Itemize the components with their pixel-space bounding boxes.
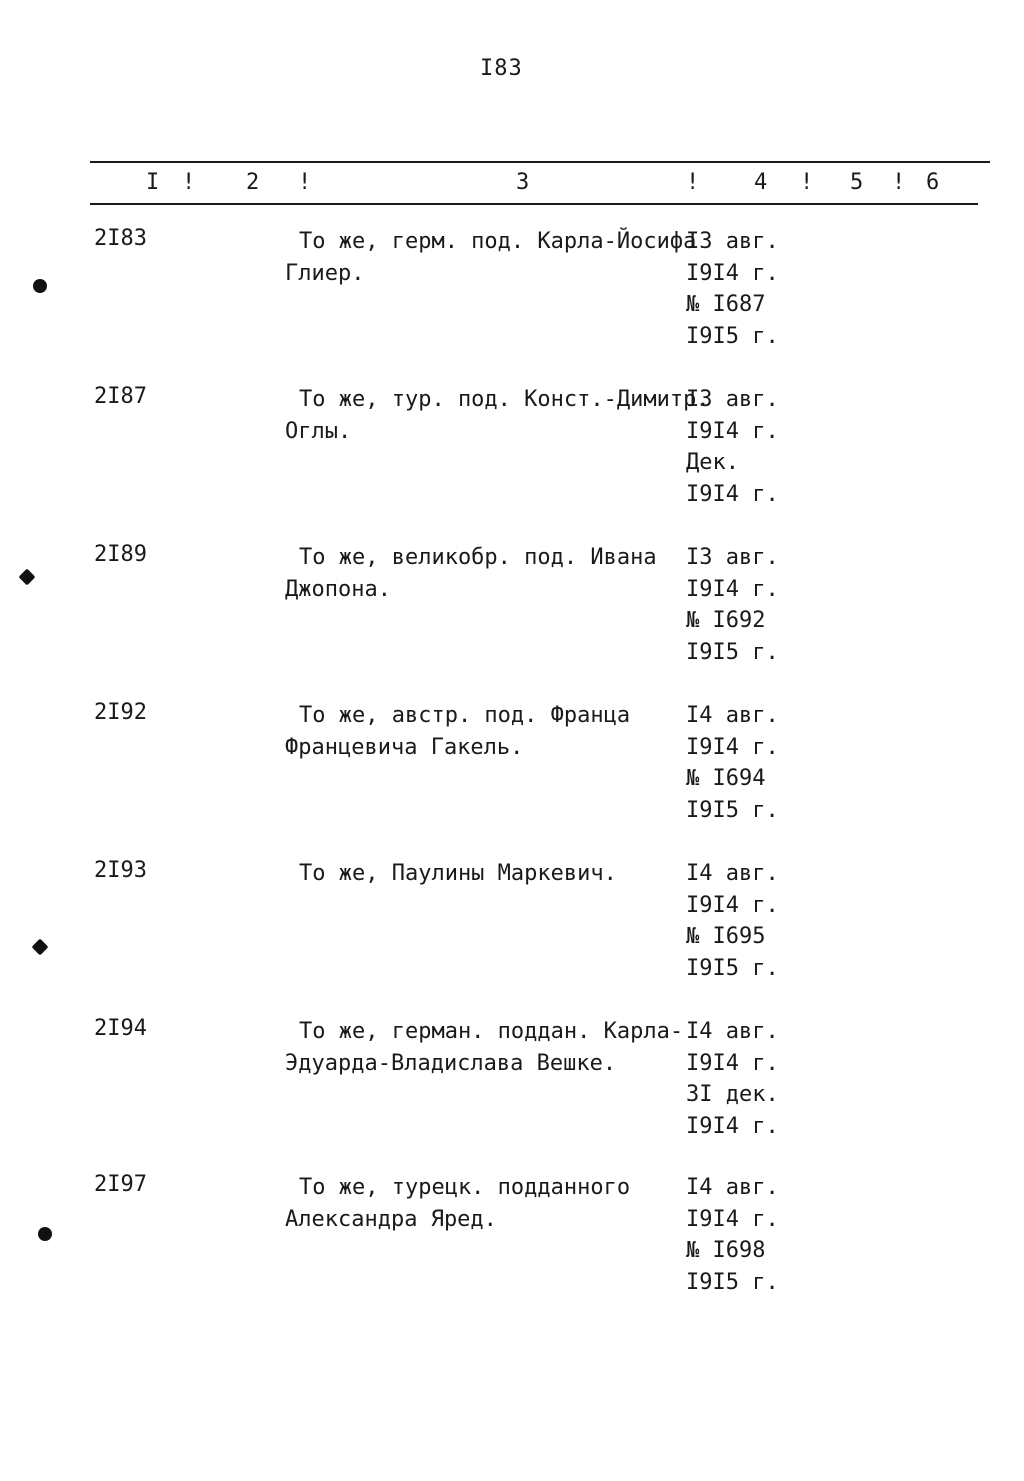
date-line: № I687: [686, 292, 766, 317]
date-line: I9I5 г.: [686, 797, 779, 823]
date-line: I9I5 г.: [686, 1269, 779, 1295]
description-line: Глиер.: [285, 260, 365, 286]
date-line: I4 авг.: [686, 1175, 779, 1200]
date-line: Дек.: [686, 450, 739, 475]
header-rule-bottom: [90, 203, 978, 205]
date-line: I9I4 г.: [686, 892, 779, 918]
description-line: То же, тур. под. Конст.-Димитр.: [299, 387, 710, 412]
date-line: I9I5 г.: [686, 323, 779, 349]
header-col-4: 4: [754, 170, 768, 195]
header-separator: !: [182, 170, 196, 195]
header-col-3: 3: [516, 170, 530, 195]
entry-number: 2I94: [94, 1016, 147, 1041]
header-rule-top: [90, 161, 990, 163]
description-line: Францевича Гакель.: [285, 734, 524, 760]
register-entry: [0, 226, 1024, 376]
entry-dates: [686, 1016, 779, 1142]
binding-hole: [38, 1227, 52, 1241]
date-line: I9I4 г.: [686, 418, 779, 444]
date-line: I9I4 г.: [686, 260, 779, 286]
date-line: I3 авг.: [686, 229, 779, 254]
entry-dates: [686, 700, 779, 826]
date-line: 3I дек.: [686, 1082, 779, 1107]
description-line: То же, герм. под. Карла-Йосифа: [299, 229, 697, 254]
description-line: Оглы.: [285, 418, 352, 444]
date-line: I4 авг.: [686, 861, 779, 886]
date-line: I9I4 г.: [686, 1113, 779, 1139]
entry-dates: [686, 542, 779, 668]
entry-description: [285, 700, 685, 763]
date-line: № I692: [686, 608, 766, 633]
register-entry: [0, 1172, 1024, 1322]
header-separator: !: [686, 170, 700, 195]
description-line: Джопона.: [285, 576, 391, 602]
entry-number: 2I89: [94, 542, 147, 567]
entry-description: [285, 1172, 685, 1235]
description-line: Александра Яред.: [285, 1206, 497, 1232]
entry-dates: [686, 1172, 779, 1298]
header-col-2: 2: [246, 170, 260, 195]
header-col-5: 5: [850, 170, 864, 195]
entry-dates: [686, 858, 779, 984]
header-col-1: I: [146, 170, 160, 195]
entry-number: 2I92: [94, 700, 147, 725]
date-line: I3 авг.: [686, 545, 779, 570]
description-line: То же, турецк. подданного: [299, 1175, 631, 1200]
description-line: То же, Паулины Маркевич.: [299, 861, 617, 886]
date-line: № I695: [686, 924, 766, 949]
header-separator: !: [800, 170, 814, 195]
register-entry: [0, 858, 1024, 1008]
entry-description: [285, 384, 710, 447]
date-line: I9I5 г.: [686, 955, 779, 981]
entry-description: [285, 542, 685, 605]
description-line: То же, герман. поддан. Карла-: [299, 1019, 684, 1044]
date-line: I9I4 г.: [686, 1206, 779, 1232]
date-line: I9I4 г.: [686, 734, 779, 760]
register-entry: [0, 1016, 1024, 1166]
date-line: I9I5 г.: [686, 639, 779, 665]
date-line: I3 авг.: [686, 387, 779, 412]
entry-number: 2I83: [94, 226, 147, 251]
date-line: I9I4 г.: [686, 576, 779, 602]
date-line: I9I4 г.: [686, 1050, 779, 1076]
date-line: I4 авг.: [686, 1019, 779, 1044]
header-col-6: 6: [926, 170, 940, 195]
entry-number: 2I87: [94, 384, 147, 409]
date-line: № I698: [686, 1238, 766, 1263]
description-line: То же, великобр. под. Ивана: [299, 545, 657, 570]
register-entry: [0, 700, 1024, 850]
entry-description: [285, 858, 685, 890]
binding-hole: [33, 279, 47, 293]
page-number: I83: [480, 56, 523, 81]
header-separator: !: [892, 170, 906, 195]
date-line: № I694: [686, 766, 766, 791]
header-separator: !: [298, 170, 312, 195]
register-entry: [0, 384, 1024, 534]
entry-dates: [686, 226, 779, 352]
register-entry: [0, 542, 1024, 692]
date-line: I4 авг.: [686, 703, 779, 728]
entry-description: [285, 1016, 685, 1079]
entry-number: 2I97: [94, 1172, 147, 1197]
description-line: Эдуарда-Владислава Вешке.: [285, 1050, 617, 1076]
entry-number: 2I93: [94, 858, 147, 883]
entry-dates: [686, 384, 779, 510]
description-line: То же, австр. под. Франца: [299, 703, 631, 728]
entry-description: [285, 226, 697, 289]
date-line: I9I4 г.: [686, 481, 779, 507]
